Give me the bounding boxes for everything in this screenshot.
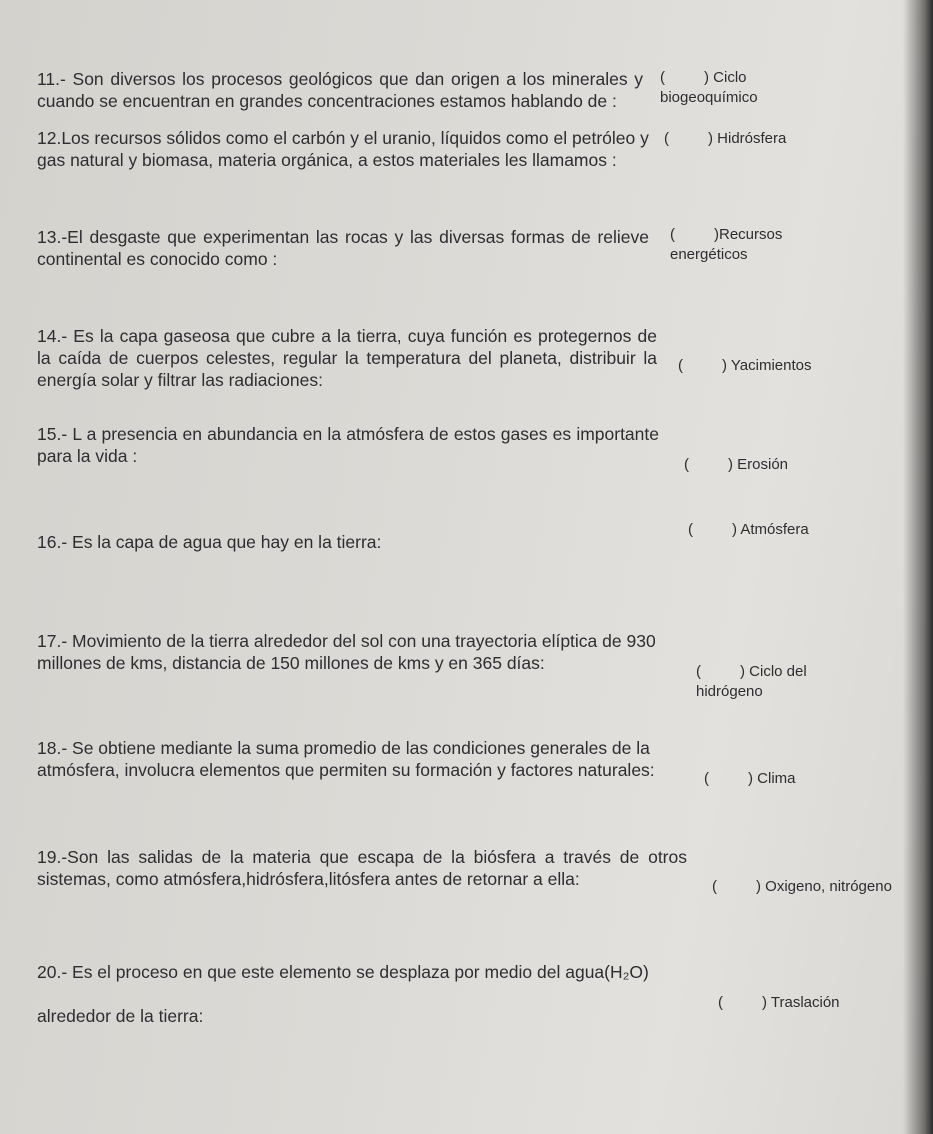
question-16: [37, 531, 537, 553]
answer-blank[interactable]: (: [678, 357, 683, 374]
question-line: sistemas, como atmósfera,hidrósfera,litósfera antes de retornar a ella:: [37, 869, 580, 889]
question-18: [37, 737, 687, 781]
option-traslacion[interactable]: [718, 993, 840, 1013]
question-13: [37, 226, 649, 270]
answer-blank[interactable]: (: [660, 69, 665, 86]
question-line: 13.-El desgaste que experimentan las rocas y las diversas formas de relieve: [37, 227, 649, 247]
question-line: millones de kms, distancia de 150 millones de kms y en 365 días:: [37, 653, 545, 673]
option-oxigeno-nitrogeno[interactable]: [712, 877, 892, 897]
question-line: alrededor de la tierra:: [37, 1006, 204, 1026]
option-label: ) Oxigeno, nitrógeno: [756, 878, 892, 895]
answer-blank[interactable]: (: [704, 770, 709, 787]
answer-blank[interactable]: (: [684, 456, 689, 473]
answer-blank[interactable]: (: [664, 130, 669, 147]
question-line: 20.- Es el proceso en que este elemento se desplaza por medio del agua(H₂O): [37, 962, 649, 982]
option-atmosfera[interactable]: [688, 520, 809, 540]
question-line: la caída de cuerpos celestes, regular la temperatura del planeta, distribuir la: [37, 348, 657, 368]
option-label-continued: energéticos: [670, 246, 748, 263]
answer-blank[interactable]: (: [696, 663, 701, 680]
page-edge-shadow: [903, 0, 933, 1134]
option-label: ) Yacimientos: [722, 357, 812, 374]
answer-blank[interactable]: (: [688, 521, 693, 538]
option-clima[interactable]: [704, 769, 796, 789]
question-20: [37, 961, 707, 1027]
question-line: energía solar y filtrar las radiaciones:: [37, 370, 323, 390]
question-line: 18.- Se obtiene mediante la suma promedio de las condiciones generales de la: [37, 738, 650, 758]
answer-blank[interactable]: (: [712, 878, 717, 895]
question-line: 15.- L a presencia en abundancia en la atmósfera de estos gases es importante: [37, 424, 659, 444]
option-label: ) Traslación: [762, 994, 840, 1011]
question-line: gas natural y biomasa, materia orgánica, a estos materiales les llamamos :: [37, 150, 617, 170]
question-line: 19.-Son las salidas de la materia que escapa de la biósfera a través de otros: [37, 847, 687, 867]
option-label: ) Clima: [748, 770, 796, 787]
question-line: 11.- Son diversos los procesos geológicos que dan origen a los minerales y: [37, 69, 643, 89]
question-line: continental es conocido como :: [37, 249, 278, 269]
option-yacimientos[interactable]: [678, 356, 811, 376]
option-ciclo-hidrogeno[interactable]: [696, 662, 807, 702]
question-line: atmósfera, involucra elementos que permiten su formación y factores naturales:: [37, 760, 655, 780]
option-label: ) Erosión: [728, 456, 789, 473]
question-line: 14.- Es la capa gaseosa que cubre a la tierra, cuya función es protegernos de: [37, 326, 657, 346]
option-label: ) Atmósfera: [732, 521, 809, 538]
question-line: 17.- Movimiento de la tierra alrededor del sol con una trayectoria elíptica de 930: [37, 631, 656, 651]
option-label: ) Hidrósfera: [708, 130, 787, 147]
option-recursos-energeticos[interactable]: [670, 225, 782, 265]
question-line: cuando se encuentran en grandes concentraciones estamos hablando de :: [37, 91, 617, 111]
question-11: [37, 68, 643, 112]
question-15: [37, 423, 659, 467]
option-erosion[interactable]: [684, 455, 788, 475]
option-label-continued: biogeoquímico: [660, 89, 758, 106]
answer-blank[interactable]: (: [718, 994, 723, 1011]
question-line: 16.- Es la capa de agua que hay en la tierra:: [37, 532, 382, 552]
question-12: [37, 127, 649, 171]
question-line: para la vida :: [37, 446, 138, 466]
question-19: [37, 846, 687, 890]
question-14: [37, 325, 657, 391]
question-17: [37, 630, 677, 674]
option-label-continued: hidrógeno: [696, 683, 763, 700]
option-label: ) Ciclo del: [740, 663, 807, 680]
answer-blank[interactable]: (: [670, 226, 675, 243]
option-hidrosfera[interactable]: [664, 129, 786, 149]
question-line: 12.Los recursos sólidos como el carbón y el uranio, líquidos como el petróleo y: [37, 128, 649, 148]
option-label: )Recursos: [714, 226, 783, 243]
option-label: ) Ciclo: [704, 69, 747, 86]
option-ciclo-biogeoquimico[interactable]: [660, 68, 758, 108]
